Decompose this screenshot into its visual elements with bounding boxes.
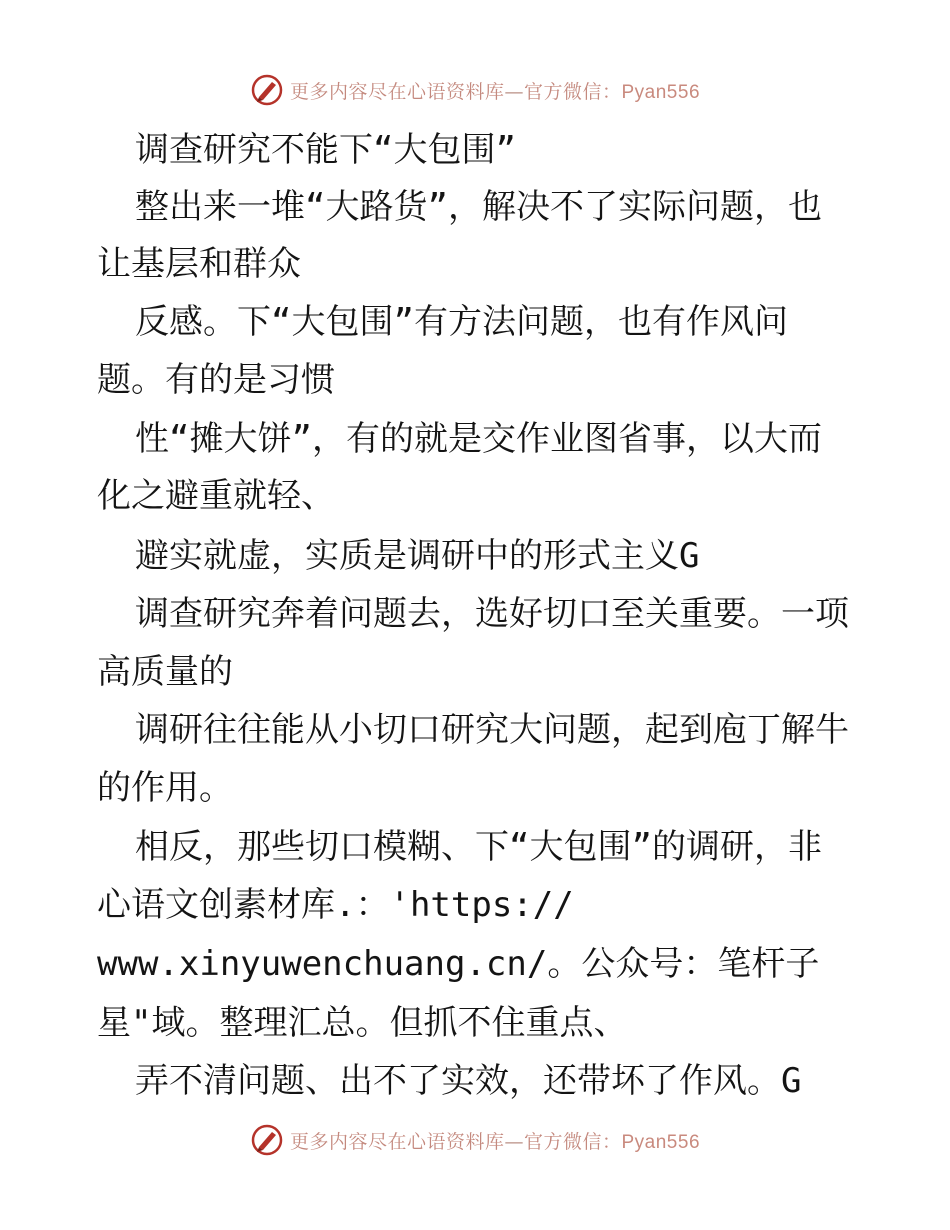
paragraph-line: 心语文创素材库.：'https:// bbox=[97, 885, 574, 925]
header-watermark bbox=[0, 70, 950, 110]
watermark-wechat-id: Pyan556 bbox=[621, 81, 701, 103]
paragraph-line: 反感。下“大包围”有方法问题，也有作风问 bbox=[135, 302, 788, 342]
watermark-dash: — bbox=[504, 80, 524, 103]
paragraph-line: 整出来一堆“大路货”，解决不了实际问题，也 bbox=[135, 187, 822, 227]
watermark-dash: — bbox=[504, 1130, 524, 1153]
watermark-text bbox=[290, 1127, 700, 1154]
footer-watermark bbox=[0, 1120, 950, 1160]
paragraph-line: 性“摊大饼”，有的就是交作业图省事，以大而 bbox=[135, 419, 822, 459]
paragraph-line: 相反，那些切口模糊、下“大包围”的调研，非 bbox=[135, 827, 822, 867]
paragraph-line: 的作用。 bbox=[97, 768, 233, 808]
paragraph-line: 题。有的是习惯 bbox=[97, 360, 335, 400]
pen-logo-icon bbox=[250, 1123, 284, 1157]
paragraph-line: 调查研究奔着问题去，选好切口至关重要。一项 bbox=[135, 594, 849, 634]
paragraph-line: 星"域。整理汇总。但抓不住重点、 bbox=[97, 1003, 628, 1043]
paragraph-line: 调研往往能从小切口研究大问题，起到庖丁解牛 bbox=[135, 710, 849, 750]
watermark-wechat-id: Pyan556 bbox=[621, 1131, 701, 1153]
paragraph-line: 高质量的 bbox=[97, 652, 233, 692]
paragraph-line: 化之避重就轻、 bbox=[97, 476, 335, 516]
watermark-slogan: 更多内容尽在心语资料库 bbox=[289, 80, 505, 103]
watermark-text bbox=[290, 77, 700, 104]
paragraph-line: 避实就虚，实质是调研中的形式主义G bbox=[135, 536, 700, 576]
watermark-slogan: 更多内容尽在心语资料库 bbox=[289, 1130, 505, 1153]
paragraph-line: www.xinyuwenchuang.cn/。公众号：笔杆子 bbox=[97, 944, 820, 984]
watermark-label: 官方微信： bbox=[523, 1130, 622, 1153]
paragraph-line: 弄不清问题、出不了实效，还带坏了作风。G bbox=[135, 1061, 802, 1101]
paragraph-line: 让基层和群众 bbox=[97, 244, 301, 284]
paragraph-line: 调查研究不能下“大包围” bbox=[135, 130, 516, 170]
pen-logo-icon bbox=[250, 73, 284, 107]
watermark-label: 官方微信： bbox=[523, 80, 622, 103]
